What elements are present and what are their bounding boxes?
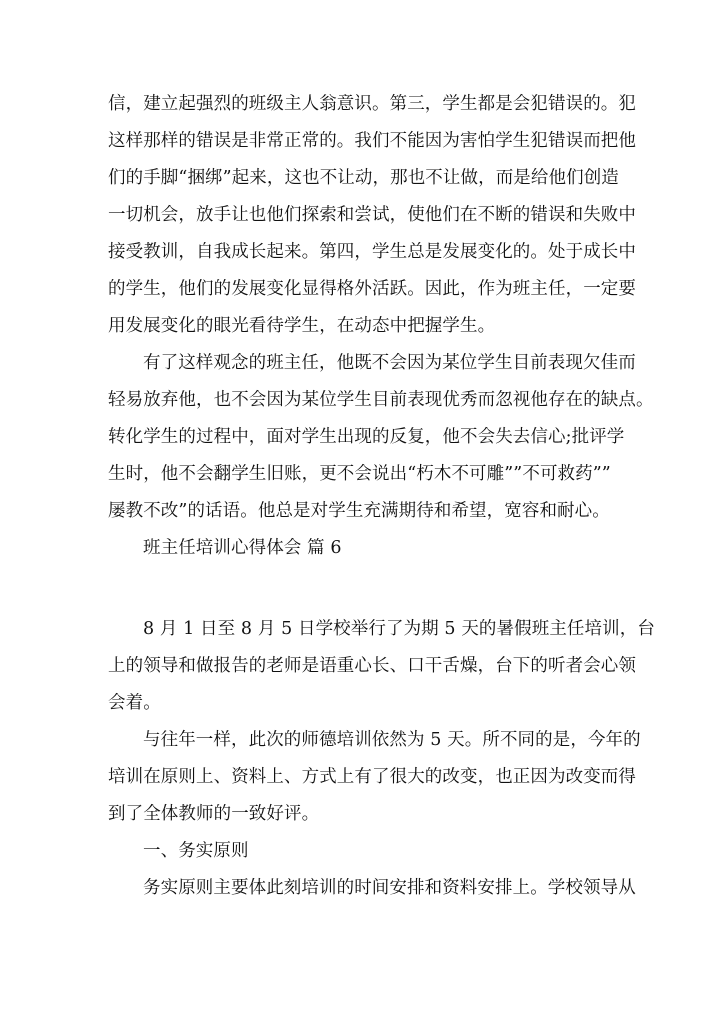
paragraph-line: 与往年一样，此次的师德培训依然为 5 天。所不同的是，今年的: [143, 730, 641, 750]
paragraph-line: 培训在原则上、资料上、方式上有了很大的改变，也正因为改变而得: [108, 767, 636, 787]
paragraph-line: 务实原则主要体此刻培训的时间安排和资料安排上。学校领导从: [143, 878, 636, 898]
paragraph-line: 们的手脚“捆绑”起来，这也不让动，那也不让做，而是给他们创造: [108, 168, 619, 188]
paragraph-line: 转化学生的过程中，面对学生出现的反复，他不会失去信心;批评学: [108, 427, 625, 447]
paragraph-line: 这样那样的错误是非常正常的。我们不能因为害怕学生犯错误而把他: [108, 131, 636, 151]
paragraph-line: 轻易放弃他，也不会因为某位学生目前表现优秀而忽视他存在的缺点。: [108, 390, 654, 410]
paragraph-line: 生时，他不会翻学生旧账，更不会说出“朽木不可雕””不可救药””: [108, 464, 611, 484]
paragraph-line: 一切机会，放手让也他们探索和尝试，使他们在不断的错误和失败中: [108, 205, 636, 225]
subsection-heading: 一、务实原则: [143, 841, 249, 861]
paragraph-line: 用发展变化的眼光看待学生，在动态中把握学生。: [108, 316, 496, 336]
paragraph-line: 的学生，他们的发展变化显得格外活跃。因此，作为班主任，一定要: [108, 279, 636, 299]
paragraph-line: 到了全体教师的一致好评。: [108, 804, 320, 824]
paragraph-line: 接受教训，自我成长起来。第四，学生总是发展变化的。处于成长中: [108, 242, 636, 262]
section-heading: 班主任培训心得体会 篇 6: [143, 538, 342, 558]
paragraph-line: 8 月 1 日至 8 月 5 日学校举行了为期 5 天的暑假班主任培训，台: [143, 619, 655, 639]
paragraph-line: 屡教不改”的话语。他总是对学生充满期待和希望，宽容和耐心。: [108, 501, 610, 521]
paragraph-line: 信，建立起强烈的班级主人翁意识。第三，学生都是会犯错误的。犯: [108, 94, 636, 114]
paragraph-line: 有了这样观念的班主任，他既不会因为某位学生目前表现欠佳而: [143, 353, 636, 373]
paragraph-line: 上的领导和做报告的老师是语重心长、口干舌燥，台下的听者会心领: [108, 656, 636, 676]
paragraph-line: 会着。: [108, 693, 161, 713]
